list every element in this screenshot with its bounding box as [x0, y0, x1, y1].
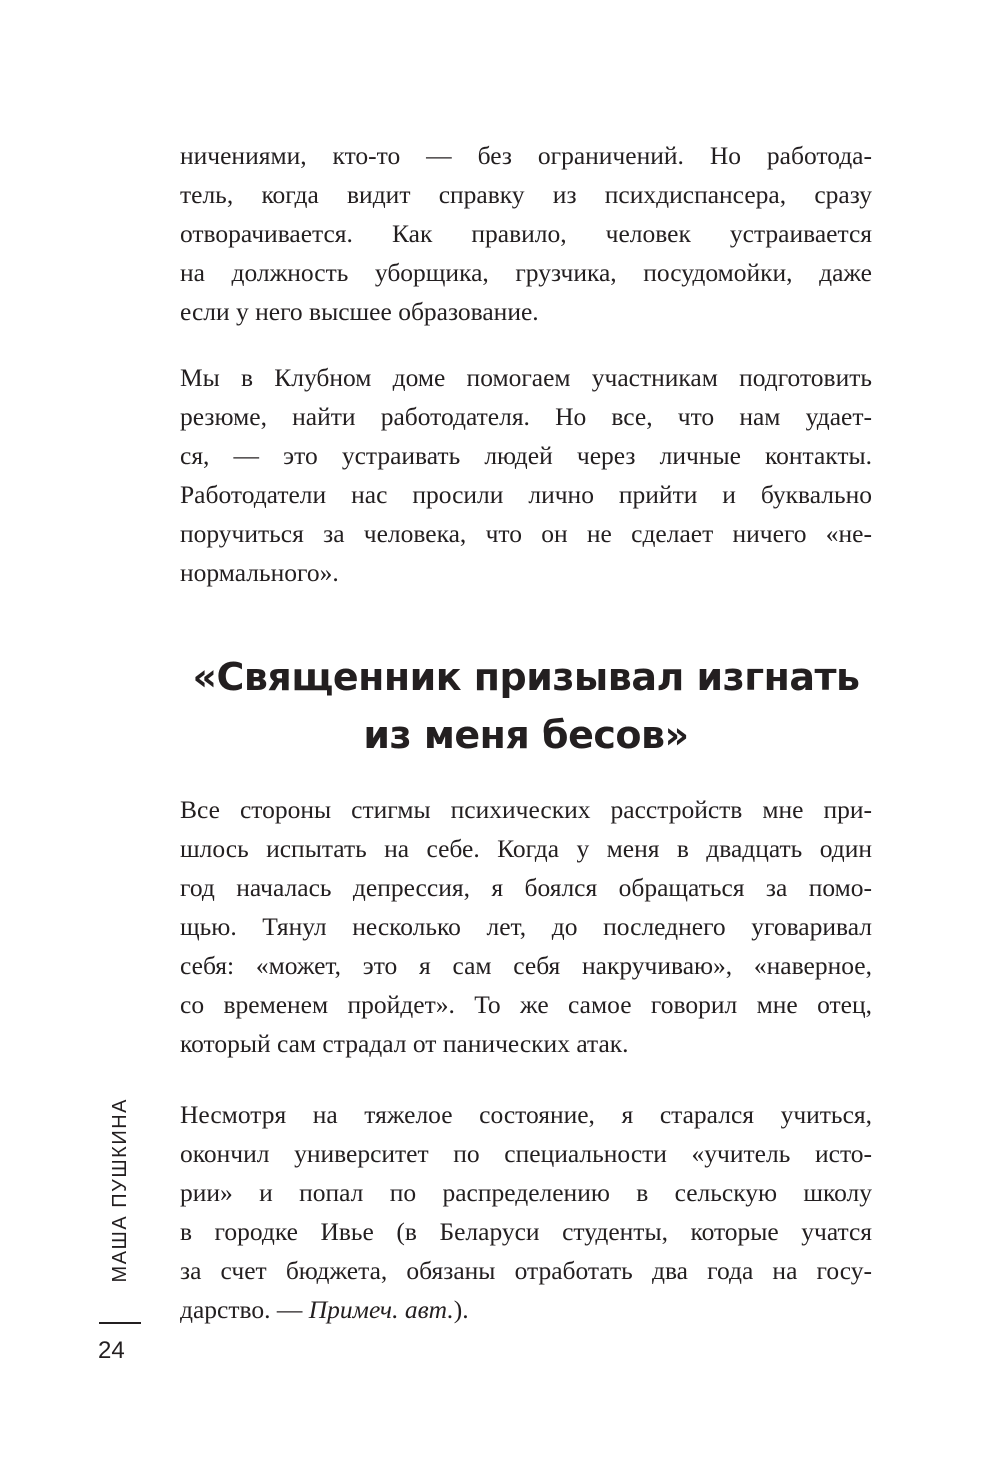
running-head	[100, 1098, 140, 1308]
text-fragment: ).	[453, 1295, 469, 1324]
text-line-last	[180, 1290, 872, 1329]
text-line: себя: «может, это я сам себя накручиваю», «наверное,	[180, 951, 872, 980]
text-line: ся, — это устраивать людей через личные контакты.	[180, 441, 872, 470]
text-line: отворачивается. Как правило, человек устраивается	[180, 219, 872, 248]
paragraph-3	[180, 790, 872, 1063]
text-line: шлось испытать на себе. Когда у меня в двадцать один	[180, 834, 872, 863]
heading-line-2: из меня бесов»	[363, 713, 689, 757]
text-line: в городке Ивье (в Беларуси студенты, которые учатся	[180, 1217, 872, 1246]
text-line: нормального».	[180, 558, 339, 587]
heading-line-1: «Священник призывал изгнать	[192, 655, 860, 699]
text-line: щью. Тянул несколько лет, до последнего уговаривал	[180, 912, 872, 941]
italic-note: Примеч. авт.	[308, 1295, 454, 1324]
text-line: со временем пройдет». То же самое говорил мне отец,	[180, 990, 872, 1019]
text-line: Работодатели нас просили лично прийти и буквально	[180, 480, 872, 509]
text-line: если у него высшее образование.	[180, 297, 539, 326]
page-number: 24	[98, 1337, 125, 1364]
paragraph-1	[180, 136, 872, 331]
text-fragment: дарство. —	[180, 1295, 309, 1324]
text-line: за счет бюджета, обязаны отработать два года на госу-	[180, 1256, 872, 1285]
text-line: Мы в Клубном доме помогаем участникам подготовить	[180, 363, 872, 392]
section-heading	[120, 648, 932, 764]
text-line: поручиться за человека, что он не сделает ничего «не-	[180, 519, 872, 548]
text-line: рии» и попал по распределению в сельскую школу	[180, 1178, 872, 1207]
text-line: который сам страдал от панических атак.	[180, 1029, 629, 1058]
text-line: ничениями, кто-то — без ограничений. Но работода-	[180, 141, 872, 170]
text-line: год началась депрессия, я боялся обращаться за помо-	[180, 873, 872, 902]
text-line: на должность уборщика, грузчика, посудомойки, даже	[180, 258, 872, 287]
author-name: МАША ПУШКИНА	[108, 1098, 131, 1283]
text-line: окончил университет по специальности «учитель исто-	[180, 1139, 872, 1168]
text-line: тель, когда видит справку из психдиспансера, сразу	[180, 180, 872, 209]
text-line: Все стороны стигмы психических расстройств мне при-	[180, 795, 872, 824]
paragraph-2	[180, 358, 872, 592]
paragraph-4	[180, 1095, 872, 1329]
text-line: Несмотря на тяжелое состояние, я старался учиться,	[180, 1100, 872, 1129]
folio-rule	[99, 1322, 141, 1324]
text-line: резюме, найти работодателя. Но все, что нам удает-	[180, 402, 872, 431]
